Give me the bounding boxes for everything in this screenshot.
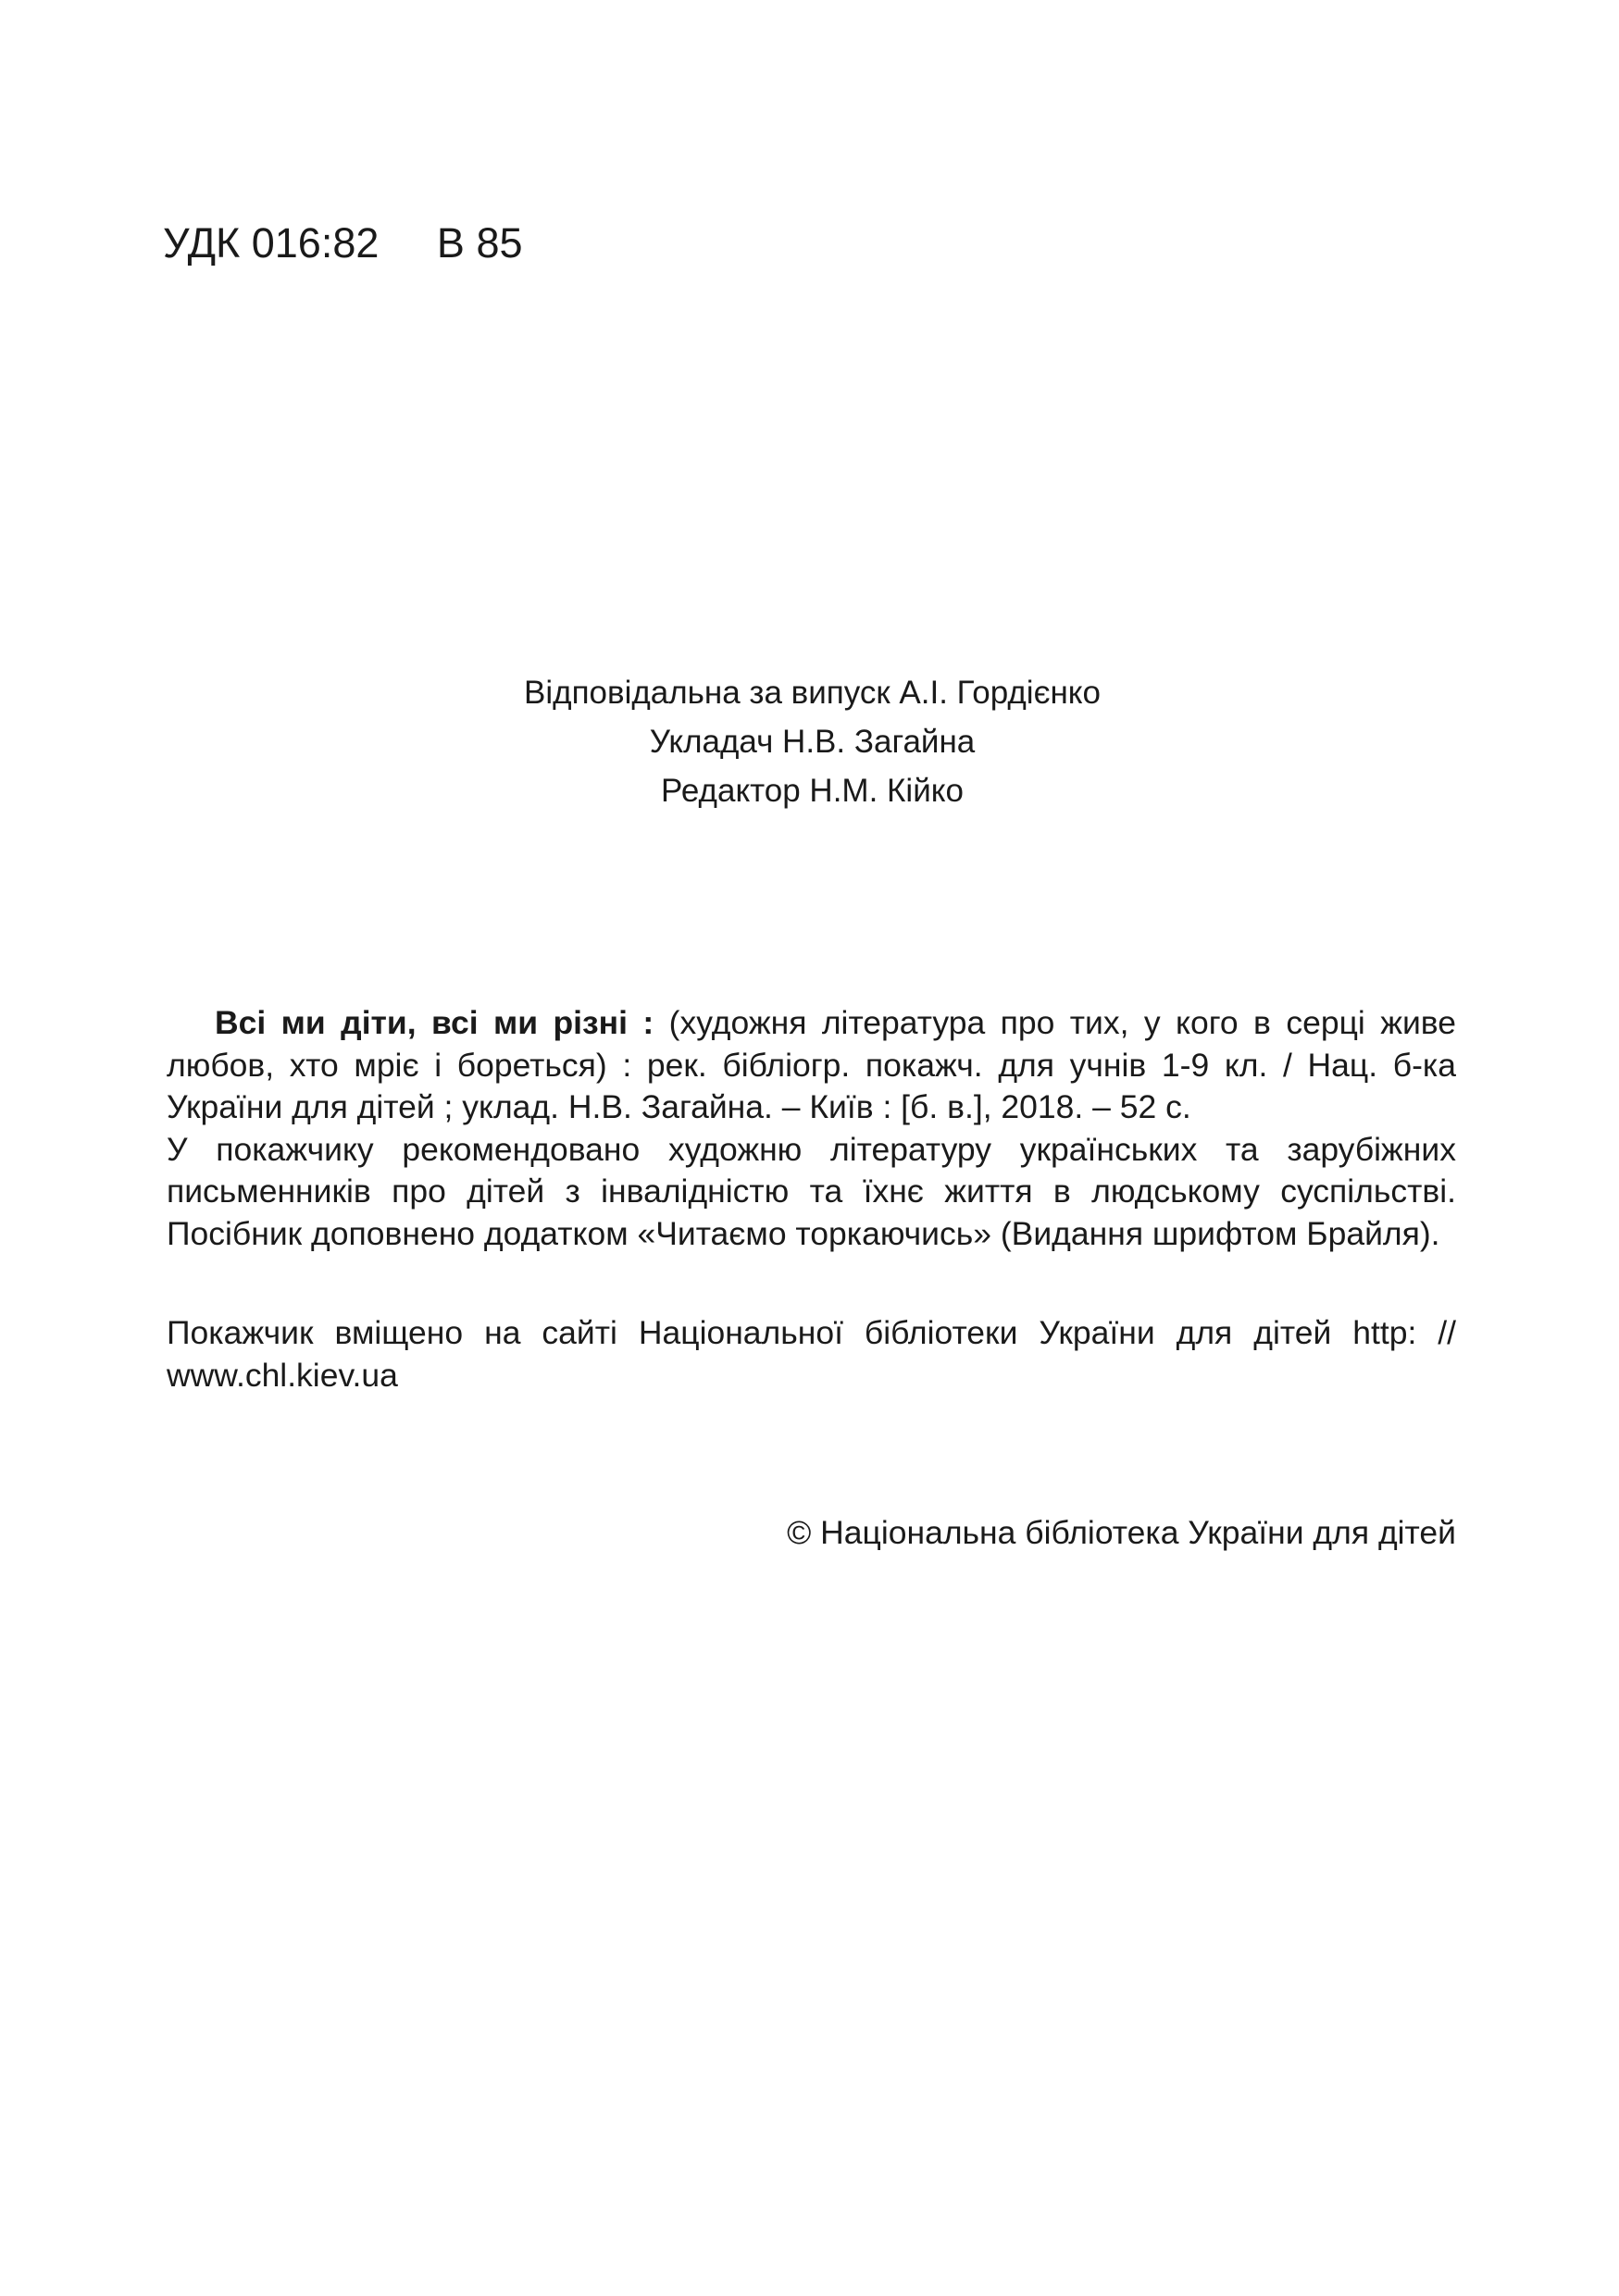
editor: Редактор Н.М. Кійко xyxy=(661,773,964,809)
udk-code: УДК 016:82 xyxy=(163,219,380,267)
copyright-notice: © Національна бібліотека України для дітей xyxy=(787,1514,1456,1551)
website-note: Покажчик вміщено на сайті Національної бібліотеки України для дітей http: // www.chl.kiev.ua xyxy=(167,1314,1456,1394)
bibliographic-record xyxy=(167,1002,1456,1129)
bibliographic-details: (художня література про тих, у кого в серці живе любов, хто мріє і бореться) : рек. бібліогр. покажч. для учнів 1-9 кл. / Нац. б-ка України для дітей ; уклад. Н.В. Загайна. – Київ : [б. в.], 2018. – 52 с. xyxy=(167,1004,1456,1126)
author-sign: В 85 xyxy=(436,219,523,267)
annotation-description: У покажчику рекомендовано художню літературу українських та зарубіжних письменників про дітей з інвалідністю та їхнє життя в людському суспільстві. Посібник доповнено додатком «Читаємо торкаючись» (Видання шрифтом Брайля). xyxy=(167,1130,1456,1252)
bibliographic-annotation xyxy=(167,1002,1456,1256)
credits-block xyxy=(0,668,1619,815)
book-title: Всі ми діти, всі ми різні : xyxy=(215,1004,654,1041)
udk-line xyxy=(163,218,523,268)
compiler: Укладач Н.В. Загайна xyxy=(649,724,976,760)
responsible-person: Відповідальна за випуск А.І. Гордієнко xyxy=(524,675,1101,711)
